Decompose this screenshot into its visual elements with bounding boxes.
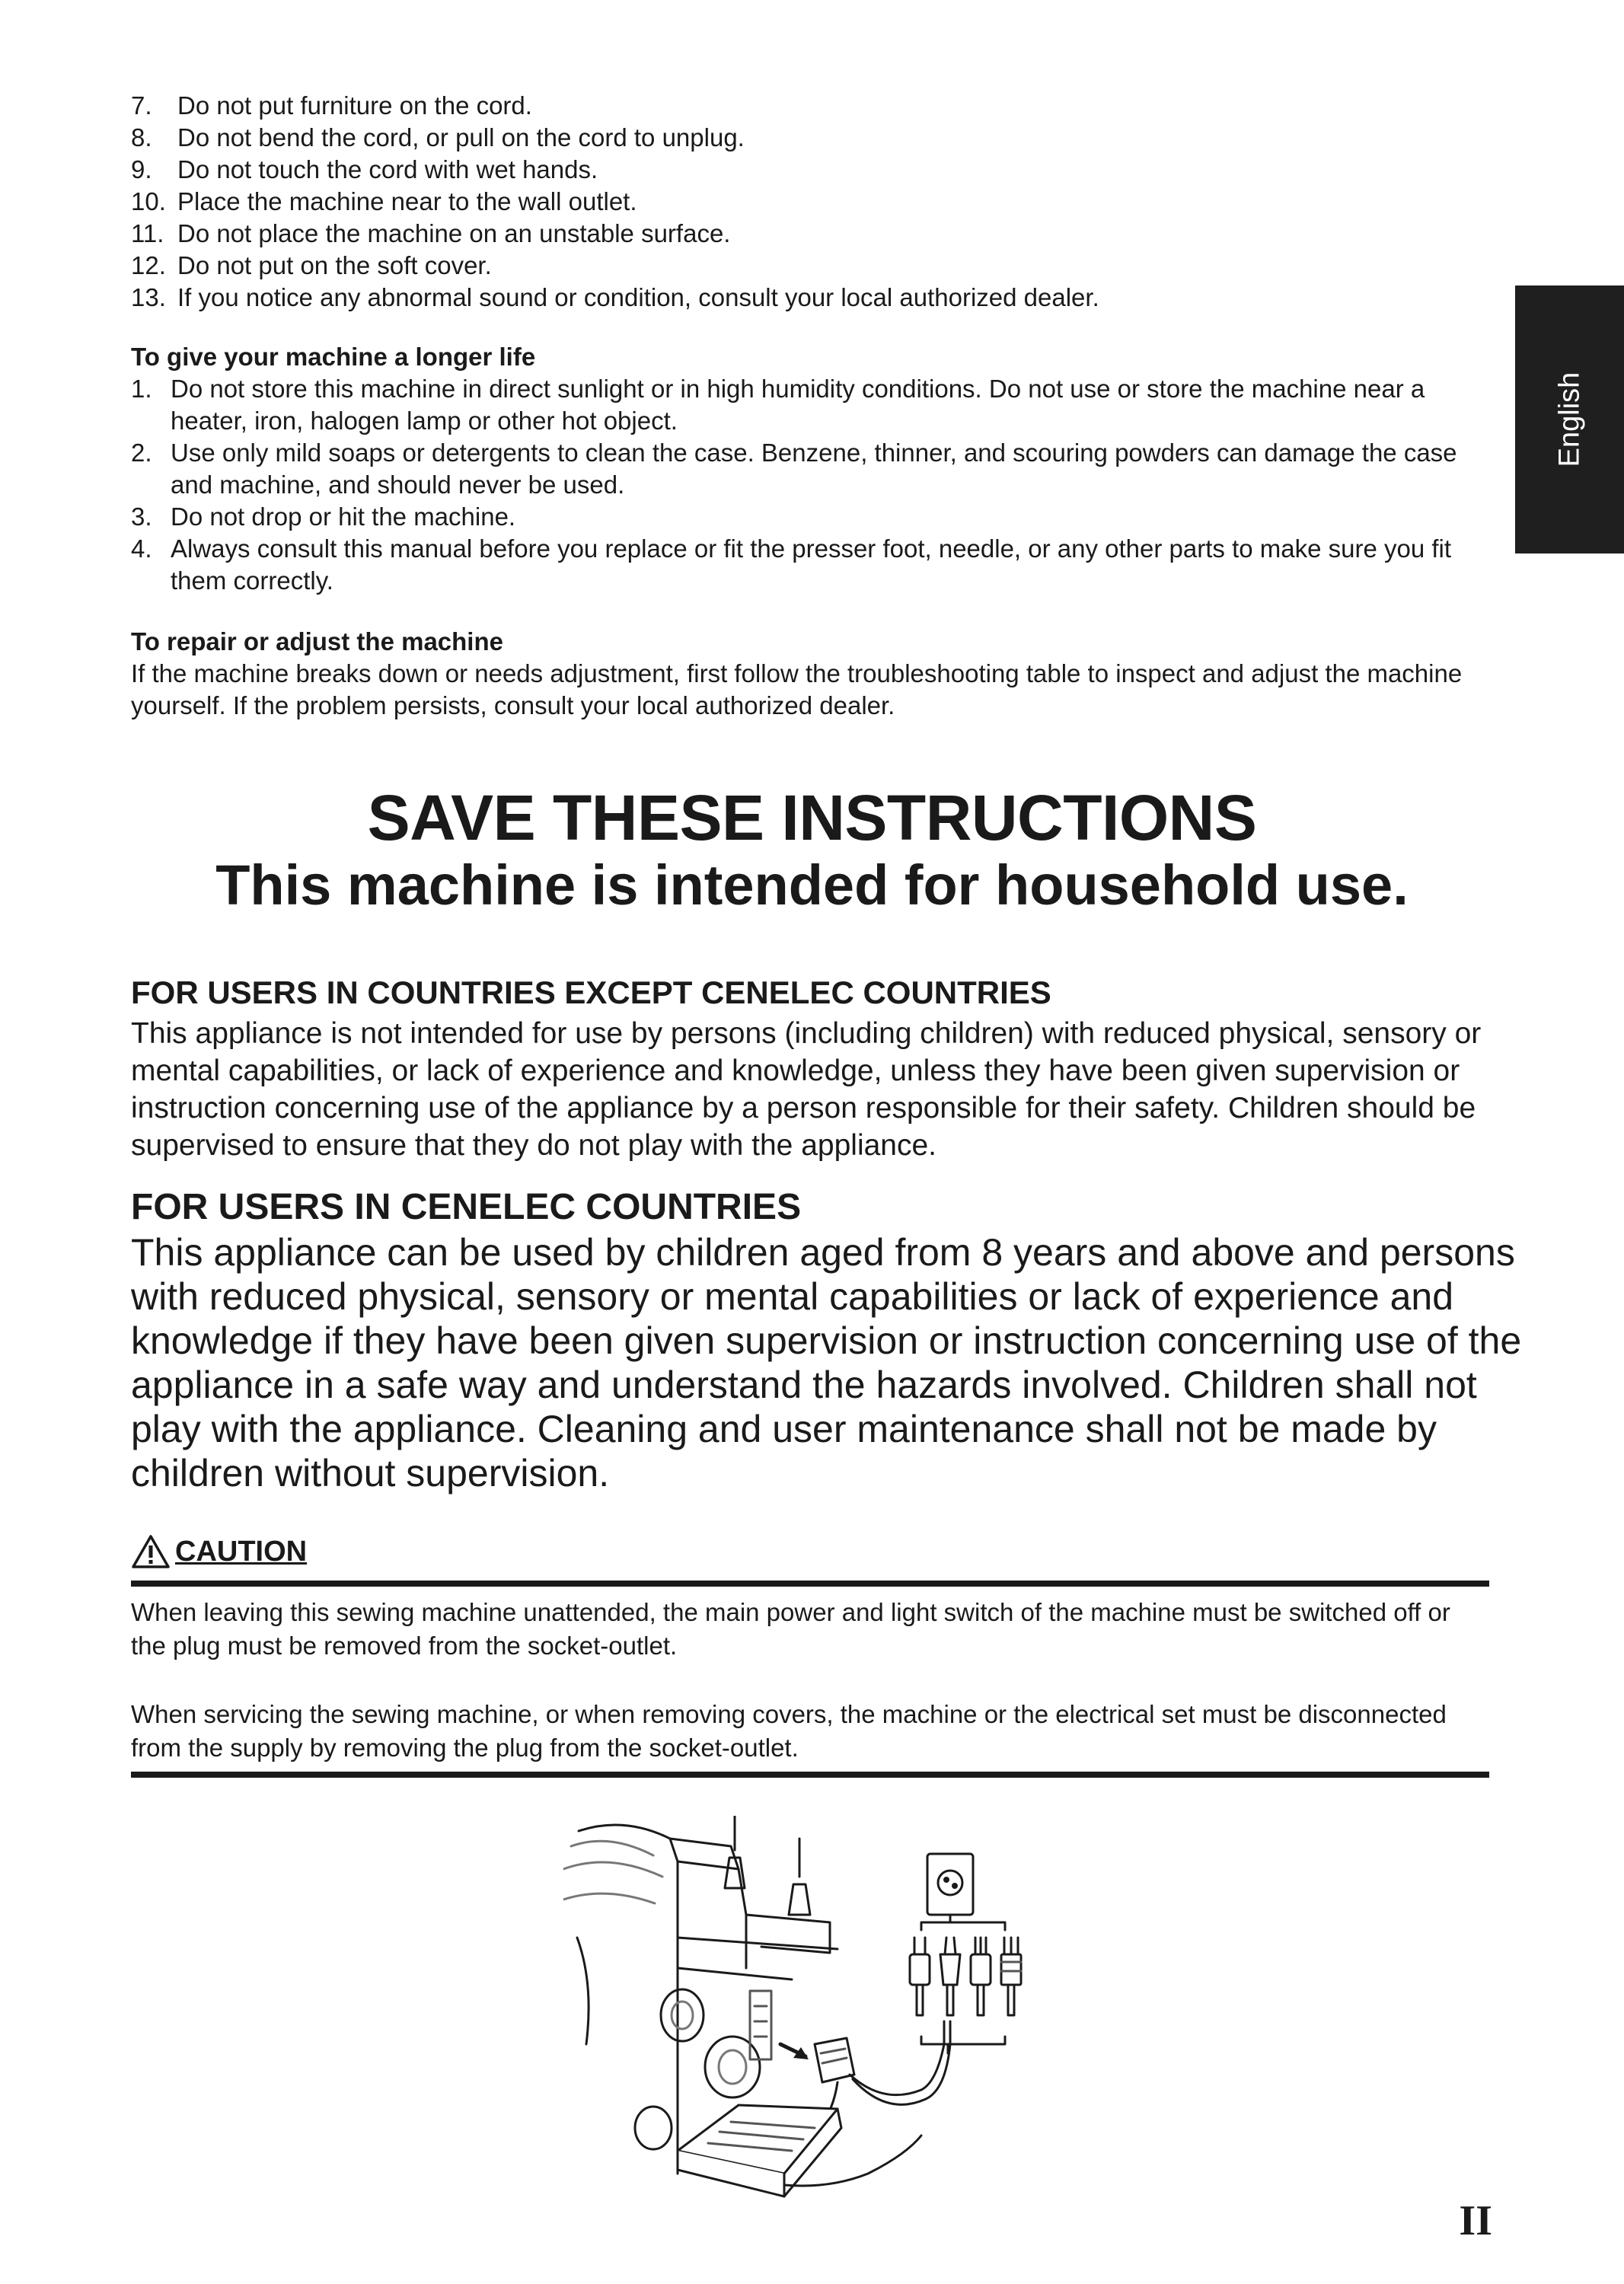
list-item: 10. Place the machine near to the wall outlet. bbox=[131, 187, 637, 215]
longer-life-heading: To give your machine a longer life bbox=[131, 343, 536, 371]
list-item: 13. If you notice any abnormal sound or condition, consult your local authorized dealer. bbox=[131, 283, 1099, 311]
list-item: 4. Always consult this manual before you replace or fit the presser foot, needle, or any other parts to make sure you fit them correctly. bbox=[131, 534, 1452, 595]
non-cenelec-heading: FOR USERS IN COUNTRIES EXCEPT CENELEC COUNTRIES bbox=[131, 975, 1051, 1010]
list-item: 12. Do not put on the soft cover. bbox=[131, 251, 492, 279]
cenelec-heading: FOR USERS IN CENELEC COUNTRIES bbox=[131, 1187, 802, 1227]
cord-safety-list bbox=[131, 90, 1501, 314]
non-cenelec-text: This appliance is not intended for use by persons (including children) with reduced physical, sensory or mental capabilities, or lack of experience and knowledge, unless they have been given supervision or instruction concerning use of the appliance by a person responsible for their safety. Children should be supervised to ensure that they do not play with the appliance. bbox=[131, 1017, 1482, 1162]
plug-types-drawing bbox=[910, 1938, 1021, 2015]
cenelec-text: This appliance can be used by children aged from 8 years and above and persons with reduced physical, sensory or mental capabilities or lack of experience and knowledge if they have been given supervision or instruction concerning use of the appliance in a safe way and understand the hazards involved. Children shall not play with the appliance. Cleaning and user maintenance shall not be made by children without supervision. bbox=[131, 1231, 1522, 1494]
list-item: 3. Do not drop or hit the machine. bbox=[131, 502, 516, 531]
foot-controller-drawing bbox=[678, 2105, 921, 2196]
list-item: 1. Do not store this machine in direct sunlight or in high humidity conditions. Do not use or store the machine near a heater, iron, halogen lamp or other hot object. bbox=[131, 375, 1425, 435]
page-number: II bbox=[1459, 2197, 1492, 2244]
warning-triangle-icon bbox=[131, 1534, 171, 1569]
caution-paragraph-2: When servicing the sewing machine, or when removing covers, the machine or the electrical set must be disconnected from the supply by removing the plug from the socket-outlet. bbox=[131, 1700, 1447, 1762]
longer-life-section bbox=[131, 341, 1501, 597]
longer-life-list bbox=[131, 373, 1501, 597]
repair-heading: To repair or adjust the machine bbox=[131, 627, 503, 656]
caution-heading bbox=[131, 1533, 307, 1570]
language-tab bbox=[1515, 286, 1624, 553]
repair-section bbox=[131, 626, 1501, 722]
machine-connection-illustration bbox=[563, 1816, 1081, 2212]
list-item: 8. Do not bend the cord, or pull on the cord to unplug. bbox=[131, 123, 745, 152]
caution-label: CAUTION bbox=[175, 1535, 308, 1568]
language-tab-label: English bbox=[1553, 372, 1585, 467]
caution-paragraph-1: When leaving this sewing machine unattended, the main power and light switch of the machine must be switched off or the plug must be removed from the socket-outlet. bbox=[131, 1598, 1450, 1660]
list-item: 9. Do not touch the cord with wet hands. bbox=[131, 155, 598, 183]
wall-socket-drawing bbox=[927, 1854, 973, 1915]
repair-text: If the machine breaks down or needs adjustment, first follow the troubleshooting table to inspect and adjust the machine yourself. If the problem persists, consult your local authorized dealer. bbox=[131, 659, 1463, 719]
caution-bottom-rule bbox=[131, 1772, 1489, 1778]
household-use-title: This machine is intended for household use. bbox=[215, 853, 1409, 917]
list-item: 7. Do not put furniture on the cord. bbox=[131, 91, 532, 120]
list-item: 11. Do not place the machine on an unstable surface. bbox=[131, 219, 731, 247]
caution-top-rule bbox=[131, 1581, 1489, 1587]
list-item: 2. Use only mild soaps or detergents to clean the case. Benzene, thinner, and scouring powders can damage the case and machine, and should never be used. bbox=[131, 439, 1457, 499]
save-instructions-title: SAVE THESE INSTRUCTIONS bbox=[367, 782, 1257, 853]
